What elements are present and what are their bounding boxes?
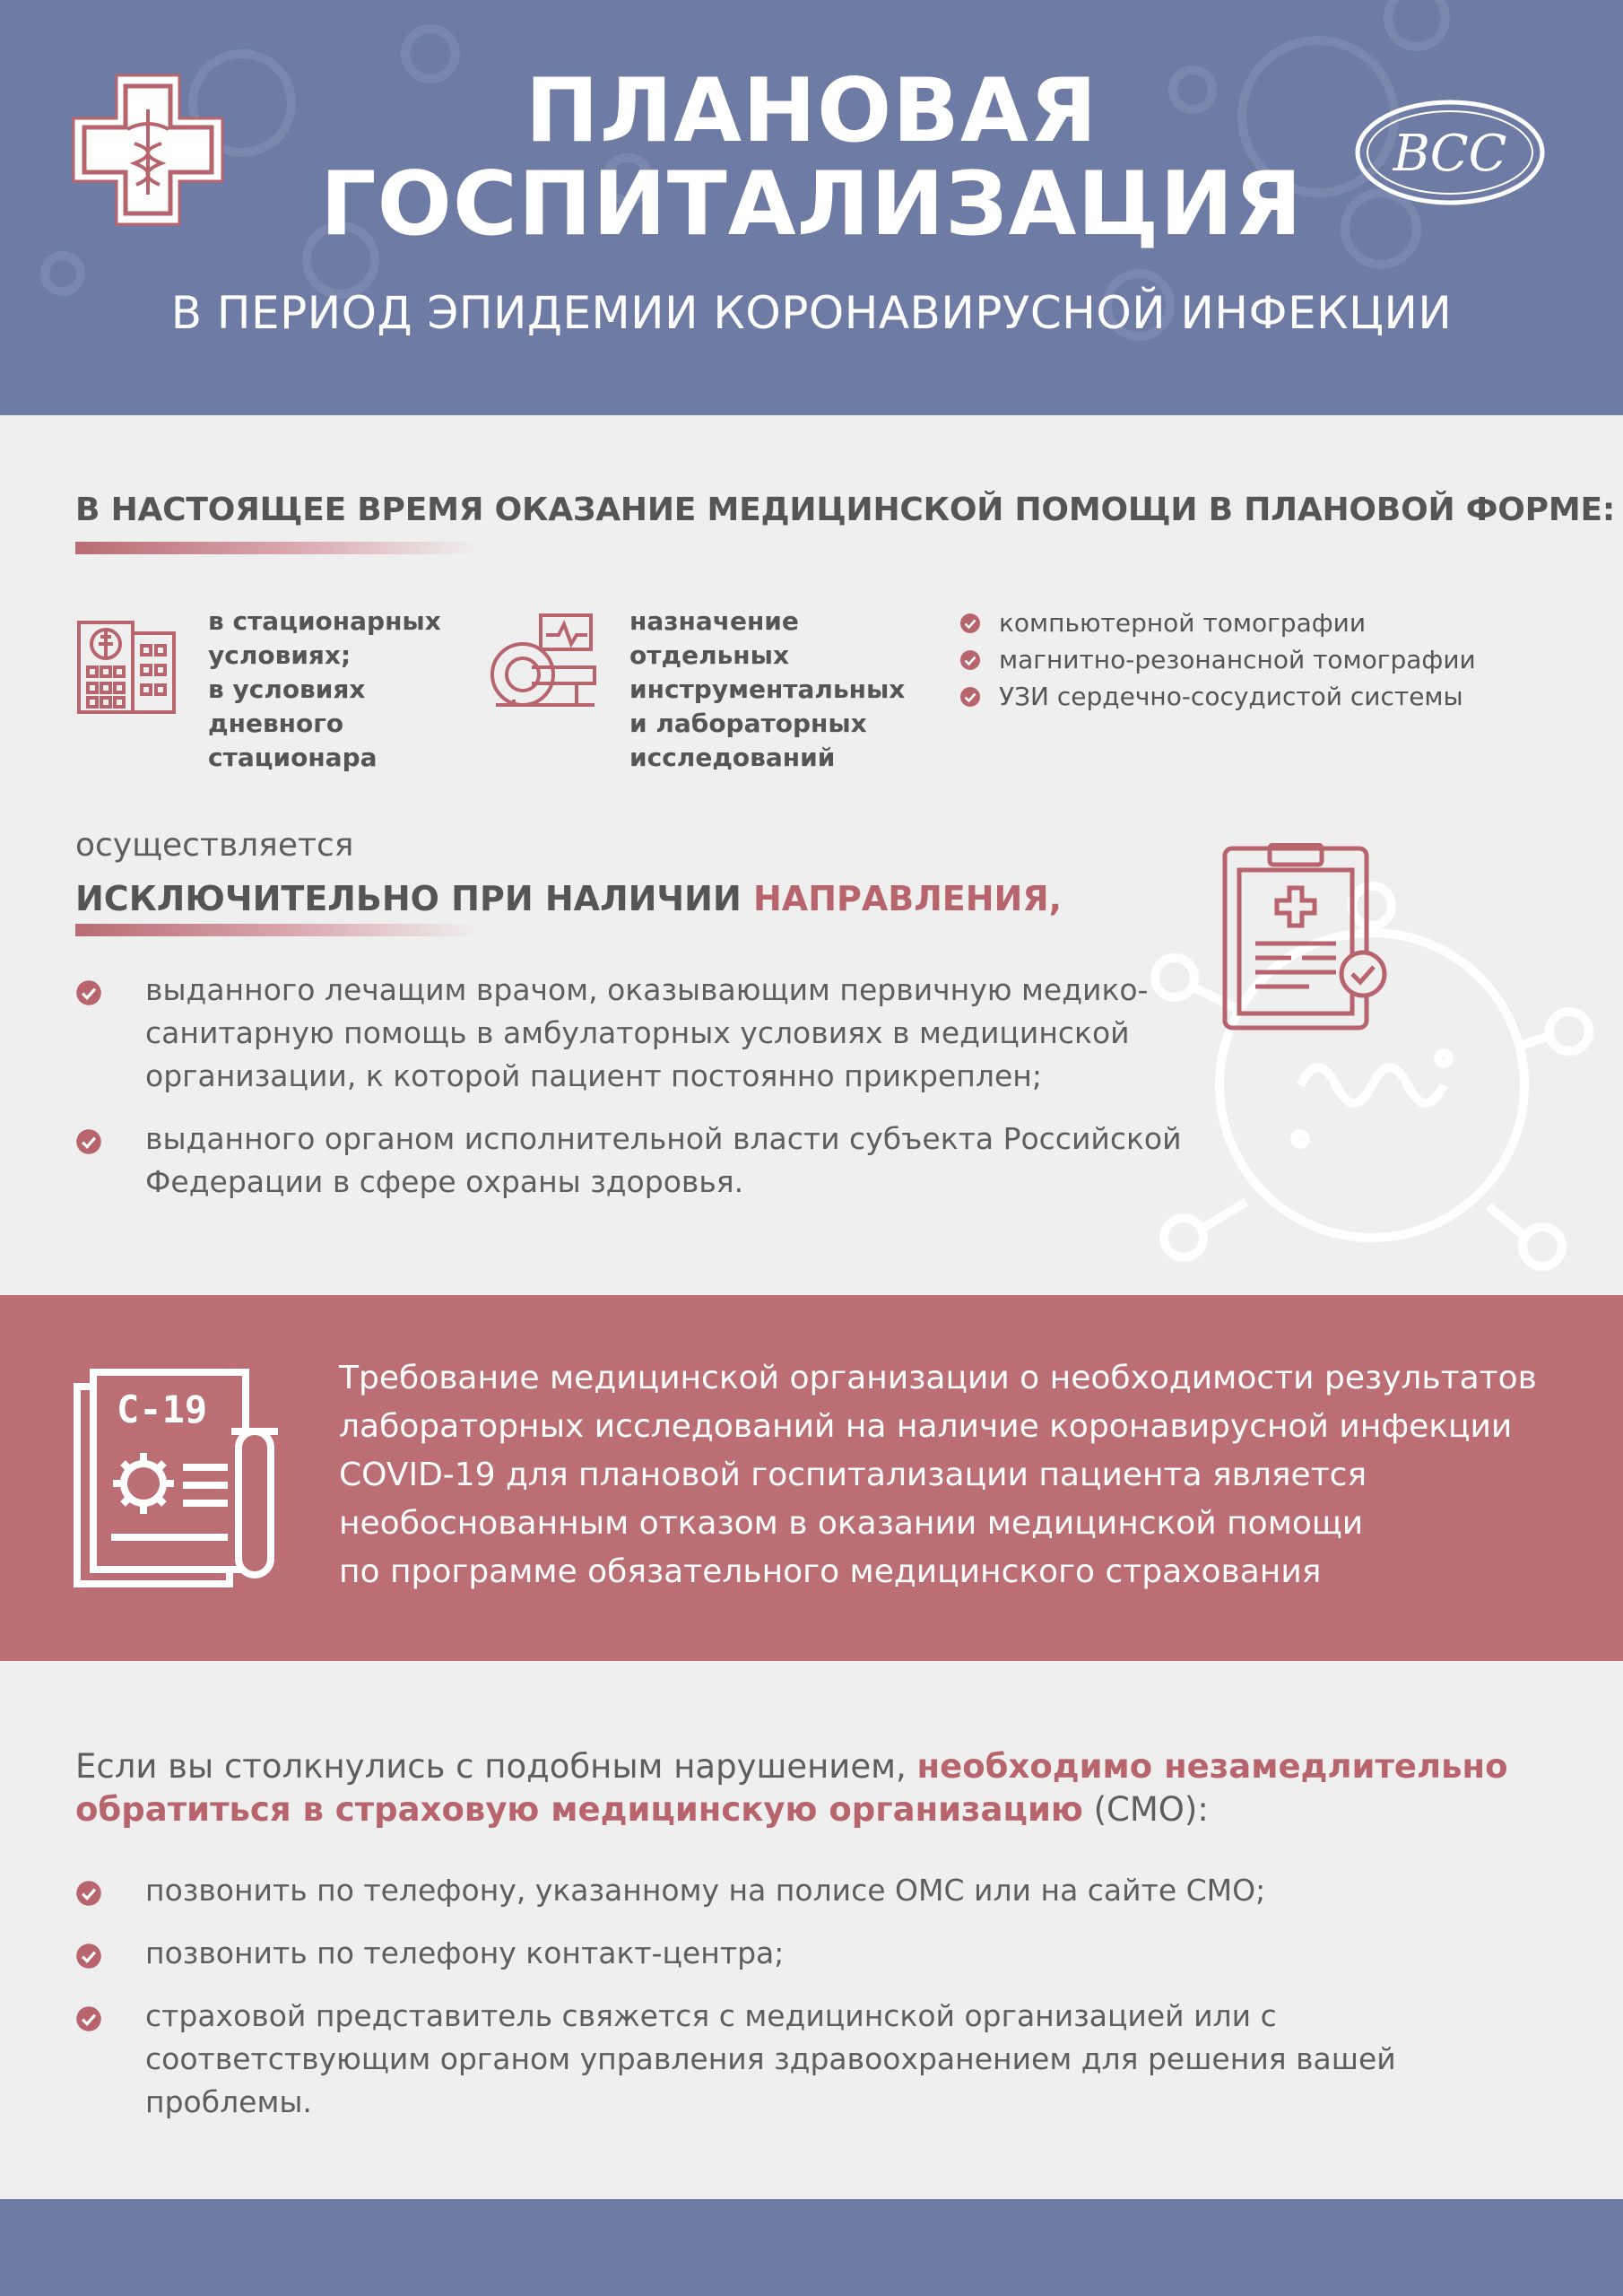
list-item-text: позвонить по телефону контакт-центра; — [145, 1935, 785, 1970]
list-item — [75, 1869, 1474, 1912]
check-icon — [75, 1943, 102, 1970]
list-item — [75, 1118, 1205, 1204]
covid-document-icon — [72, 1369, 296, 1593]
list-item — [75, 1932, 1474, 1975]
feature-research-text: назначение отдельных инструментальных и лабораторных исследований — [629, 606, 906, 772]
section-title: В НАСТОЯЩЕЕ ВРЕМЯ ОКАЗАНИЕ МЕДИЦИНСКОЙ ПОМОЩИ В ПЛАНОВОЙ ФОРМЕ: — [75, 491, 1616, 528]
actions-list — [75, 1869, 1474, 2124]
header-banner — [0, 0, 1623, 415]
list-item — [75, 969, 1205, 1098]
check-icon — [75, 1880, 102, 1907]
emphasis-heading — [75, 879, 1062, 918]
title-underline — [75, 542, 479, 554]
check-icon — [75, 2005, 102, 2032]
violation-lead-part1: Если вы столкнулись с подобным нарушением, — [75, 1747, 917, 1786]
list-item — [959, 641, 1476, 678]
vss-logo-text: ВСС — [1393, 125, 1507, 183]
check-icon — [959, 686, 981, 708]
list-item — [75, 1995, 1474, 2124]
hospital-building-icon — [75, 615, 178, 718]
list-item-text: выданного лечащим врачом, оказывающим первичную медико-санитарную помощь в амбулаторных условиях в медицинской организации, к которой пациент постоянно прикреплен; — [145, 972, 1149, 1093]
list-item-text: позвонить по телефону, указанному на полисе ОМС или на сайте СМО; — [145, 1873, 1266, 1908]
list-item-text: страховой представитель свяжется с медицинской организацией или с соответствующим органом управления здравоохранением для решения вашей проблемы. — [145, 1998, 1396, 2119]
title-line-1: ПЛАНОВАЯ — [525, 60, 1098, 162]
check-icon — [75, 979, 102, 1006]
lead-text: осуществляется — [75, 827, 354, 864]
vss-logo — [1354, 99, 1547, 206]
list-item-text: УЗИ сердечно-сосудистой системы — [999, 682, 1463, 711]
list-item — [959, 678, 1476, 715]
covid-label: C-19 — [117, 1387, 208, 1431]
feature-hospital-text: в стационарных условиях; в условиях дневного стационара — [208, 606, 441, 772]
referral-list — [75, 969, 1205, 1204]
emphasis-underline — [75, 924, 479, 936]
title-line-2: ГОСПИТАЛИЗАЦИЯ — [320, 153, 1303, 256]
violation-lead — [75, 1745, 1546, 1831]
warning-text: Требование медицинской организации о необходимости результатов лабораторных исследований на наличие коронавирусной инфекции COVID-19 для плановой госпитализации пациента является необоснованным отказом в оказании медицинской помощи по программе обязательного медицинского страхования — [339, 1360, 1537, 1590]
mri-scanner-icon — [487, 612, 599, 715]
clipboard-icon — [1219, 843, 1390, 1036]
list-item-text: выданного органом исполнительной власти субъекта Российской Федерации в сфере охраны здоровья. — [145, 1121, 1182, 1199]
footer-bar — [0, 2199, 1623, 2296]
list-item — [959, 604, 1476, 641]
violation-lead-part2: (СМО): — [1082, 1790, 1209, 1829]
emphasis-prefix: ИСКЛЮЧИТЕЛЬНО ПРИ НАЛИЧИИ — [75, 879, 753, 918]
check-icon — [75, 1128, 102, 1155]
violation-lead-bold: необходимо незамедлительно обратиться в страховую медицинскую организацию — [75, 1747, 1508, 1829]
emphasis-red: НАПРАВЛЕНИЯ, — [752, 879, 1063, 918]
research-types-list — [959, 604, 1476, 715]
subtitle: В ПЕРИОД ЭПИДЕМИИ КОРОНАВИРУСНОЙ ИНФЕКЦИИ — [170, 287, 1453, 339]
warning-band — [0, 1295, 1623, 1661]
check-icon — [959, 649, 981, 671]
list-item-text: компьютерной томографии — [999, 608, 1367, 638]
check-icon — [959, 613, 981, 634]
list-item-text: магнитно-резонансной томографии — [999, 645, 1476, 674]
